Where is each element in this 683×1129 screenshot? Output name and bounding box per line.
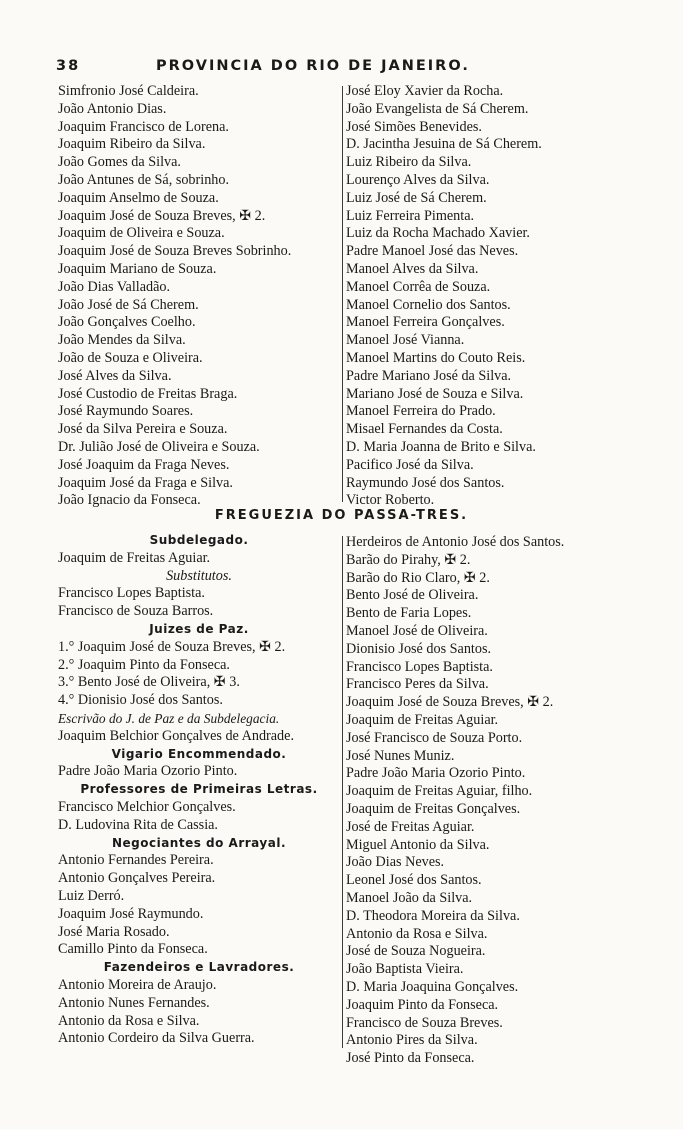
list-item: Joaquim de Freitas Aguiar, filho. — [346, 783, 533, 800]
bottom-right-column — [346, 534, 666, 1068]
list-item: D. Jacintha Jesuina de Sá Cherem. — [346, 136, 542, 153]
list-item: Francisco Lopes Baptista. — [58, 585, 205, 602]
list-item: Simfronio José Caldeira. — [58, 83, 199, 99]
list-item: João de Souza e Oliveira. — [58, 349, 203, 366]
list-item: Francisco Peres da Silva. — [346, 676, 489, 693]
list-item: D. Theodora Moreira da Silva. — [346, 907, 520, 924]
list-item: Joaquim de Freitas Aguiar. — [346, 711, 499, 728]
list-item: Antonio Moreira de Araujo. — [58, 976, 217, 993]
list-item: Joaquim de Freitas Gonçalves. — [346, 800, 521, 817]
list-item: 1.° Joaquim José de Souza Breves, ✠ 2. — [58, 638, 286, 655]
list-item: Miguel Antonio da Silva. — [346, 836, 490, 853]
list-item: Luiz Ferreira Pimenta. — [346, 207, 475, 224]
column-divider — [342, 536, 343, 1048]
list-item: Joaquim Anselmo de Souza. — [58, 189, 219, 206]
list-item: Antonio da Rosa e Silva. — [58, 1012, 200, 1029]
list-item: Dr. Julião José de Oliveira e Souza. — [58, 438, 260, 455]
list-item: João Mendes da Silva. — [58, 332, 186, 349]
section-subheading: Professores de Primeiras Letras. — [80, 782, 318, 797]
list-item: João Gomes da Silva. — [58, 154, 181, 171]
list-item: José Nunes Muniz. — [346, 747, 455, 764]
list-item: Joaquim Mariano de Souza. — [58, 260, 217, 277]
list-item: D. Maria Joaquina Gonçalves. — [346, 978, 519, 995]
list-item: Joaquim Pinto da Fonseca. — [346, 996, 499, 1013]
page-title: PROVINCIA DO RIO DE JANEIRO. — [156, 58, 470, 74]
list-item: Joaquim José de Souza Breves, ✠ 2. — [58, 207, 266, 224]
list-item: D. Maria Joanna de Brito e Silva. — [346, 438, 536, 455]
list-item: José Custodio de Freitas Braga. — [58, 385, 238, 402]
list-item: Manoel Alves da Silva. — [346, 260, 479, 277]
list-item: José Alves da Silva. — [58, 367, 172, 384]
list-item: Manoel Corrêa de Souza. — [346, 278, 491, 295]
list-item: Manoel Cornelio dos Santos. — [346, 296, 511, 313]
list-item: José Maria Rosado. — [58, 923, 170, 940]
list-item: Manoel José de Oliveira. — [346, 622, 488, 639]
list-item: Joaquim Belchior Gonçalves de Andrade. — [58, 727, 294, 744]
list-item: Francisco de Souza Breves. — [346, 1014, 503, 1031]
list-item: Manoel João da Silva. — [346, 889, 473, 906]
list-item: Padre João Maria Ozorio Pinto. — [58, 763, 238, 780]
page-number: 38 — [56, 58, 81, 74]
list-item: José Pinto da Fonseca. — [346, 1050, 475, 1067]
list-item: Antonio da Rosa e Silva. — [346, 925, 488, 942]
list-item: Mariano José de Souza e Silva. — [346, 385, 524, 402]
list-item: D. Ludovina Rita de Cassia. — [58, 816, 218, 833]
list-item: João José de Sá Cherem. — [58, 296, 199, 313]
list-item: Manoel Martins do Couto Reis. — [346, 349, 526, 366]
top-right-column — [346, 83, 666, 510]
list-item: João Dias Neves. — [346, 854, 445, 871]
list-item: Joaquim José da Fraga e Silva. — [58, 474, 233, 491]
list-item: Bento de Faria Lopes. — [346, 605, 472, 622]
list-item: João Evangelista de Sá Cherem. — [346, 100, 529, 117]
list-item: João Antonio Dias. — [58, 100, 167, 117]
section-subheading: Juizes de Paz. — [149, 621, 249, 636]
list-item: Dionisio José dos Santos. — [346, 640, 492, 657]
list-item: Joaquim José Raymundo. — [58, 905, 204, 922]
list-item: Victor Roberto. — [346, 492, 435, 509]
bottom-left-column — [58, 532, 340, 1048]
list-item: João Dias Valladão. — [58, 278, 171, 295]
list-item: José Simões Benevides. — [346, 118, 482, 135]
list-item: Manoel Ferreira Gonçalves. — [346, 314, 505, 331]
list-item: Francisco Melchior Gonçalves. — [58, 798, 236, 815]
list-item: Joaquim Francisco de Lorena. — [58, 118, 229, 135]
list-item: Luiz da Rocha Machado Xavier. — [346, 225, 530, 242]
section-title: FREGUEZIA DO PASSA-TRES. — [214, 508, 469, 523]
list-item: José Eloy Xavier da Rocha. — [346, 83, 504, 99]
list-item: Luiz Derró. — [58, 887, 125, 904]
list-item: José Francisco de Souza Porto. — [346, 729, 523, 746]
list-item: José Joaquim da Fraga Neves. — [58, 456, 230, 473]
page-header — [56, 58, 536, 80]
list-item: Manoel Ferreira do Prado. — [346, 403, 496, 420]
section-subheading: Fazendeiros e Lavradores. — [103, 960, 295, 975]
list-item: Antonio Nunes Fernandes. — [58, 994, 210, 1011]
list-item: Padre João Maria Ozorio Pinto. — [346, 765, 526, 782]
list-item: Herdeiros de Antonio José dos Santos. — [346, 534, 565, 550]
list-item: Joaquim de Oliveira e Souza. — [58, 225, 225, 242]
role-label: Escrivão do J. de Paz e da Subdelegacia. — [58, 710, 280, 726]
list-item: Joaquim José de Souza Breves, ✠ 2. — [346, 694, 554, 711]
list-item: Joaquim José de Souza Breves Sobrinho. — [58, 243, 292, 260]
list-item: 3.° Bento José de Oliveira, ✠ 3. — [58, 674, 240, 691]
list-item: Barão do Rio Claro, ✠ 2. — [346, 569, 490, 586]
list-item: João Baptista Vieira. — [346, 961, 464, 978]
list-item: Antonio Pires da Silva. — [346, 1032, 478, 1049]
column-divider — [342, 86, 343, 502]
list-item: João Gonçalves Coelho. — [58, 314, 196, 331]
list-item: Padre Manoel José das Neves. — [346, 243, 519, 260]
subsection-label: Substitutos. — [166, 567, 232, 584]
top-left-column — [58, 83, 340, 510]
list-item: Antonio Gonçalves Pereira. — [58, 870, 216, 887]
list-item: 2.° Joaquim Pinto da Fonseca. — [58, 656, 230, 673]
list-item: Bento José de Oliveira. — [346, 587, 479, 604]
list-item: Lourenço Alves da Silva. — [346, 171, 490, 188]
list-item: Leonel José dos Santos. — [346, 872, 482, 889]
list-item: José da Silva Pereira e Souza. — [58, 421, 228, 438]
list-item: Francisco de Souza Barros. — [58, 603, 214, 620]
list-item: Luiz Ribeiro da Silva. — [346, 154, 472, 171]
list-item: Luiz José de Sá Cherem. — [346, 189, 487, 206]
list-item: Antonio Fernandes Pereira. — [58, 852, 214, 869]
list-item: 4.° Dionisio José dos Santos. — [58, 692, 223, 709]
section-subheading: Subdelegado. — [149, 533, 249, 547]
list-item: Misael Fernandes da Costa. — [346, 421, 503, 438]
list-item: João Ignacio da Fonseca. — [58, 492, 201, 509]
list-item: Pacifico José da Silva. — [346, 456, 474, 473]
list-item: Joaquim de Freitas Aguiar. — [58, 549, 211, 566]
list-item: Barão do Pirahy, ✠ 2. — [346, 551, 471, 568]
list-item: Joaquim Ribeiro da Silva. — [58, 136, 206, 153]
list-item: José de Souza Nogueira. — [346, 943, 486, 960]
list-item: Camillo Pinto da Fonseca. — [58, 941, 208, 958]
list-item: Raymundo José dos Santos. — [346, 474, 505, 491]
section-subheading: Negociantes do Arrayal. — [111, 835, 287, 850]
list-item: Padre Mariano José da Silva. — [346, 367, 512, 384]
list-item: José Raymundo Soares. — [58, 403, 194, 420]
list-item: José de Freitas Aguiar. — [346, 818, 475, 835]
list-item: Francisco Lopes Baptista. — [346, 658, 493, 675]
list-item: Manoel José Vianna. — [346, 332, 465, 349]
list-item: Antonio Cordeiro da Silva Guerra. — [58, 1030, 255, 1047]
section-subheading: Vigario Encommendado. — [111, 746, 287, 761]
list-item: João Antunes de Sá, sobrinho. — [58, 171, 230, 188]
